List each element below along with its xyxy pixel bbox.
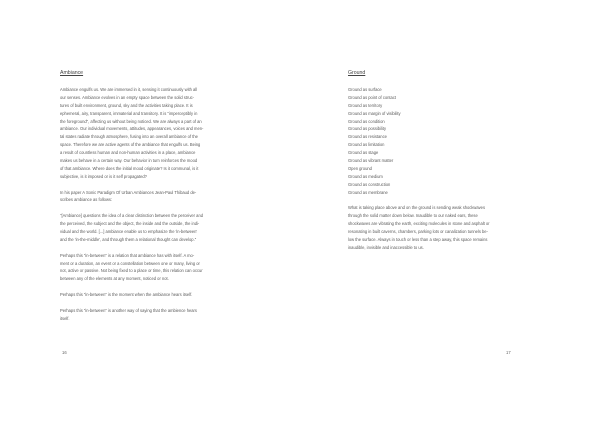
text-line: scribes ambiance as follows: [60,197,113,203]
text-line: a result of countless human and non-human activities in a place, ambiance [60,150,196,156]
quote-line: vidual and the world. [...] ambiance enable us to emphasize the 'in-between' [60,229,198,235]
text-line: our senses. Ambiance evolves in an empty space between the solid struc- [60,94,195,100]
text-line: makes us behave in a certain way. Our behavior in turn reinforces the mood [60,158,198,164]
list-item: Ground as possibility [348,126,386,132]
list-item: Ground as resistance [348,134,387,140]
text-line: not, active or passive. Not being fixed to a place or time, this relation can occur [60,268,203,274]
quote-line: "[Ambiance] questions the idea of a clear distinction between the perceiver and [60,213,204,219]
right-page [300,0,600,424]
text-line: Perhaps this "in-between" is the moment when the ambiance hears itself. [60,292,193,298]
text-line: ephemeral, airy, transparent, immaterial and transitory. It is "imperceptibly in [60,110,198,116]
text-line: through the solid matter down below. Inaudible to our naked ears, these [348,213,478,219]
text-line: low the surface. Always in touch or less than a step away, this space remains [348,236,488,242]
text-line: tal states radiate through atmosphere, fusing into an overall ambiance of the [60,134,198,140]
list-item: Ground as medium [348,173,383,179]
page-number-left: 16 [62,350,67,355]
text-line: of that ambiance. Where does the initial mood originate? Is it communal, is it [60,165,199,171]
text-line: In his paper A Sonic Paradigm Of Urban Ambiances Jean-Paul Thibaud de- [60,189,197,195]
list-item: Ground as surface [348,87,382,92]
quote-line: and the 'in-the-middle', and through them a relational thought can develop." [60,236,197,242]
text-line: ment or a duration, an event or a constellation between one or many, living or [60,260,200,266]
list-item: Ground as condition [348,118,385,124]
list-item: Ground as territory [348,102,383,108]
text-line: inaudible, invisible and inaccessible to us. [348,244,424,250]
text-line: resonating in built caverns, chambers, parking lots or canalization tunnels be- [348,229,488,235]
text-line: Perhaps this "in-between" is a relation that ambiance has with itself. A mo- [60,252,195,258]
text-line: space. Therefore we are active agents of the ambiance that engulfs us. Being [60,142,201,148]
text-line: subjective, is it imposed or is it self propagated? [60,173,147,179]
list-item: Ground as membrane [348,189,388,195]
text-line: tures of built environment, ground, sky and the activities taking place. It is [60,102,193,108]
list-item: Ground as stage [348,150,379,156]
list-item: Ground as margin of visibility [348,110,401,116]
list-item: Ground as construction [348,181,391,187]
left-page-heading: Ambiance [60,70,84,76]
list-item: Open ground [348,165,372,171]
page-number-right: 17 [506,350,511,355]
list-item: Ground as limitation [348,142,385,148]
text-line: Perhaps this "in-between" is another way of saying that the ambience hears [60,307,197,313]
text-line: What is taking place above and on the ground is sending weak shockwaves [348,205,485,211]
ground-list [348,86,544,196]
quote-line: the perceived, the subject and the object, the inside and the outside, the indi- [60,221,200,227]
text-line: ambiance. Our individual movements, attitudes, appearances, voices and men- [60,126,204,132]
text-line: between any of the elements at any moment, noticed or not. [60,276,169,282]
list-item: Ground as vibrant matter [348,158,394,164]
text-line: the foreground", affecting us without being noticed. We are always a part of an [60,118,202,124]
text-line: itself. [60,315,70,321]
list-item: Ground as point of contact [348,94,397,100]
text-line: Ambiance engulfs us. We are immersed in it, sensing it continuously with all [60,87,198,92]
text-line: shockwaves are vibrating the earth, exciting molecules in stone and asphalt or [348,221,490,227]
right-page-body [348,86,544,252]
right-page-heading: Ground [348,70,366,76]
left-page-body [60,86,260,323]
